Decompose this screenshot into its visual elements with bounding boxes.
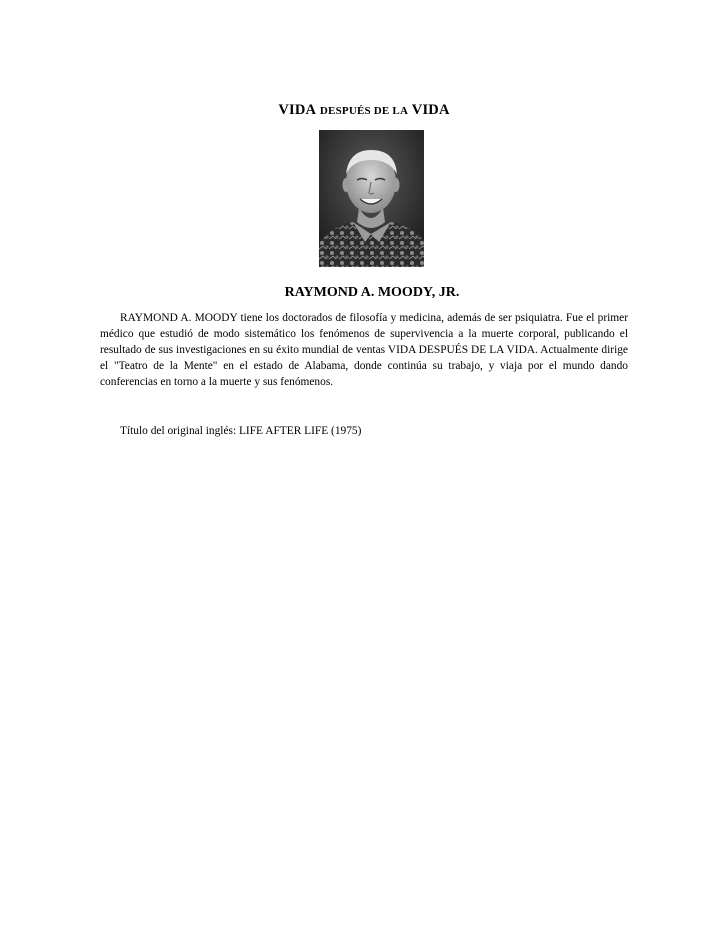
book-title	[0, 102, 728, 119]
author-portrait-image	[319, 130, 424, 267]
author-bio-paragraph: RAYMOND A. MOODY tiene los doctorados de filosofía y medicina, además de ser psiquiatra. Fue el primer médico que estudió de modo sistemático los fenómenos de supervivencia a la muerte corporal, publicando el resultado de sus investigaciones en su éxito mundial de ventas VIDA DESPUÉS DE LA VIDA. Actualmente dirige el "Teatro de la Mente" en el estado de Alabama, donde continúa su trabajo, y viaja por el mundo dando conferencias en torno a la muerte y sus fenómenos.	[100, 312, 628, 388]
title-word-vida-2: VIDA	[411, 102, 450, 118]
author-photo	[319, 130, 424, 267]
original-title-note: Título del original inglés: LIFE AFTER LIFE (1975)	[120, 425, 362, 437]
title-small-caps: DESPUÉS DE LA	[319, 105, 409, 117]
author-name: RAYMOND A. MOODY, JR.	[284, 285, 460, 300]
title-word-vida: VIDA	[278, 102, 317, 118]
